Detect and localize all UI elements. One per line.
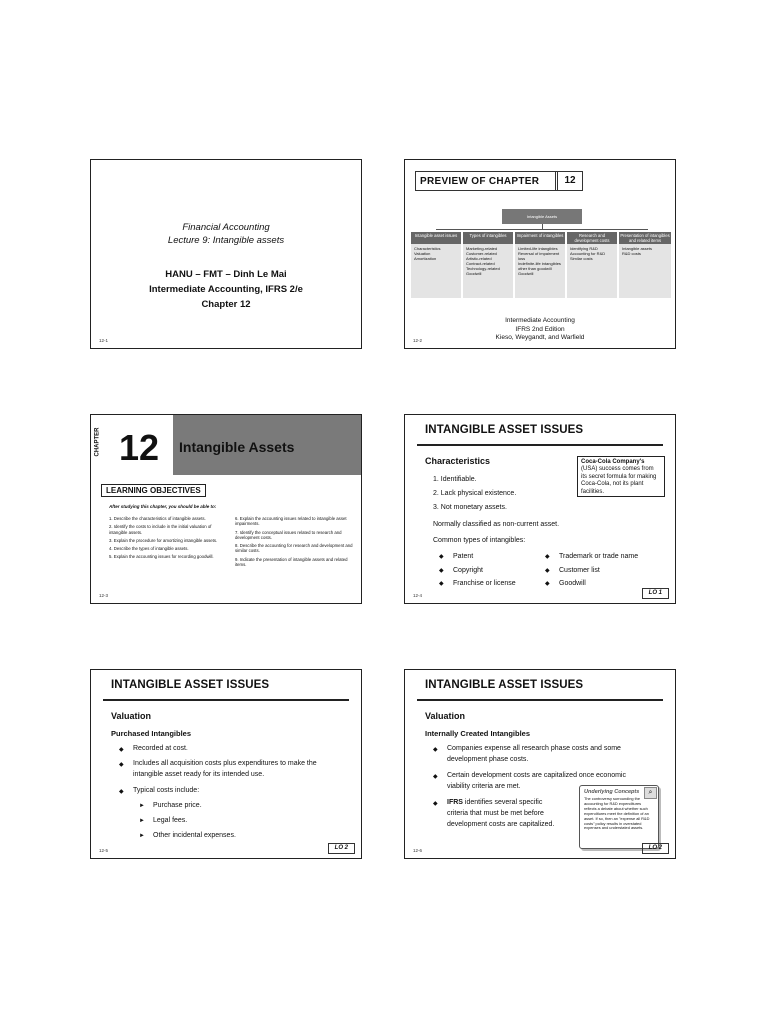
type-item: Franchise or license	[453, 580, 516, 587]
page-number: 12-2	[413, 338, 423, 343]
lo-badge: LO 2	[642, 843, 669, 854]
title-rule	[103, 699, 349, 701]
column-head: Intangible asset issues	[411, 232, 461, 244]
type-item: Customer list	[559, 567, 600, 574]
list-item: 3. Not monetary assets.	[433, 504, 507, 511]
slide-title: INTANGIBLE ASSET ISSUES	[111, 679, 270, 691]
bullet-icon: ◆	[119, 762, 124, 768]
chart-columns	[411, 232, 671, 298]
arrow-bullet-icon: ►	[139, 818, 145, 824]
chapter-banner	[91, 415, 362, 475]
page-number: 12-6	[413, 848, 423, 853]
title-rule	[417, 444, 663, 446]
preview-label: PREVIEW OF CHAPTER	[420, 176, 540, 187]
bullet-icon: ◆	[433, 774, 438, 780]
lecture-title: Lecture 9: Intangible assets	[167, 235, 285, 246]
slide-chapter-objectives	[90, 414, 362, 604]
chapter-title: Intangible Assets	[179, 439, 295, 455]
bullet-text: viability criteria are met.	[447, 783, 521, 790]
sub-item: Legal fees.	[153, 817, 188, 824]
page-number: 12-4	[413, 593, 423, 598]
author-line: HANU – FMT – Dinh Le Mai	[165, 269, 287, 280]
concepts-text: The controversy surrounding the accounting for R&D expenditures reflects a debate about whether such expenditures meet the definition of an asset. If so, then an "expense all R&D costs" policy results in overstated expenses and understated assets.	[584, 796, 650, 831]
section-heading: Characteristics	[425, 456, 491, 466]
bullet-icon: ◆	[545, 554, 550, 560]
normally-text: Normally classified as non-current asset.	[433, 521, 560, 528]
common-text: Common types of intangibles:	[433, 537, 526, 544]
lo-badge: LO 1	[642, 588, 669, 599]
chart-connector-h	[436, 229, 648, 230]
bullet-text: intangible asset ready for its intended use.	[133, 771, 265, 778]
column-head: Impairment of intangibles	[515, 232, 565, 244]
bullet-text: IFRS identifies several specific	[447, 799, 543, 806]
type-item: Patent	[453, 553, 474, 560]
slide-title: INTANGIBLE ASSET ISSUES	[425, 424, 584, 436]
subsection-heading: Purchased Intangibles	[111, 729, 192, 738]
lo-list-right: 6. Explain the accounting issues related to intangible asset impairments. 7. Identify the conceptual issues related to research and development costs. 8. Describe the accounting for research and development and similar costs. 9. Indicate the presentation of intangible assets and related items.	[235, 516, 353, 568]
title-rule	[417, 699, 663, 701]
lo-heading: LEARNING OBJECTIVES	[101, 484, 206, 497]
magnifier-icon: ⌕	[644, 787, 657, 799]
bullet-icon: ◆	[433, 801, 438, 807]
concepts-title: Underlying Concepts	[584, 789, 640, 795]
sub-item: Purchase price.	[153, 802, 202, 809]
section-heading: Valuation	[425, 711, 466, 721]
bullet-icon: ◆	[439, 554, 444, 560]
lo-list-left: 1. Describe the characteristics of intangible assets. 2. Identify the costs to include in the initial valuation of intangible assets. 3. Explain the procedure for amortizing intangible assets. 4. Describe the types of intangible assets. 5. Explain the accounting issues for recording goodwill.	[109, 516, 218, 560]
chapter-label: CHAPTER	[94, 427, 101, 457]
bullet-text: Certain development costs are capitalized once economic	[447, 772, 626, 779]
book-line: Intermediate Accounting, IFRS 2/e	[149, 284, 303, 295]
type-item: Trademark or trade name	[559, 553, 639, 560]
bullet-icon: ◆	[433, 747, 438, 753]
slide-characteristics	[404, 414, 676, 604]
bullet-text: development phase costs.	[447, 756, 529, 763]
note-box: Coca-Cola Company's (USA) success comes from its secret formula for making Coca-Cola, not its plant facilities.	[577, 456, 665, 497]
bullet-icon: ◆	[439, 581, 444, 587]
column-head: Types of intangibles	[463, 232, 513, 244]
arrow-bullet-icon: ►	[139, 803, 145, 809]
sub-item: Other incidental expenses.	[153, 832, 236, 839]
bullet-icon: ◆	[545, 568, 550, 574]
column-list: Identifying R&D Accounting for R&D Similar costs	[570, 246, 606, 261]
bullet-text: Includes all acquisition costs plus expenditures to make the	[133, 760, 317, 767]
page-number: 12-5	[99, 848, 109, 853]
subsection-heading: Internally Created Intangibles	[425, 729, 531, 738]
column-list: Intangible assets R&D costs	[622, 246, 653, 256]
underlying-concepts-box	[579, 785, 659, 849]
column-head: Presentation of intangibles and related items	[620, 233, 670, 243]
preview-header	[415, 171, 583, 191]
page-number: 12-1	[99, 338, 109, 343]
slide-title	[90, 159, 362, 349]
slide-valuation-purchased	[90, 669, 362, 859]
bullet-text: Recorded at cost.	[133, 745, 188, 752]
slide-preview	[404, 159, 676, 349]
slide-title: INTANGIBLE ASSET ISSUES	[425, 679, 584, 691]
bullet-text: Companies expense all research phase costs and some	[447, 745, 621, 752]
chapter-line: Chapter 12	[201, 299, 251, 310]
type-item: Copyright	[453, 567, 483, 574]
bullet-icon: ◆	[545, 581, 550, 587]
column-list: Characteristics Valuation Amortization	[414, 246, 441, 261]
bullet-icon: ◆	[119, 747, 124, 753]
list-item: 2. Lack physical existence.	[433, 490, 517, 497]
course-title: Financial Accounting	[182, 222, 270, 233]
list-item: 1. Identifiable.	[433, 476, 477, 483]
lo-intro: After studying this chapter, you should be able to:	[109, 504, 217, 509]
lo-badge: LO 2	[328, 843, 355, 854]
preview-number: 12	[555, 171, 582, 191]
column-list: Limited-life intangibles Reversal of impairment loss Indefinite-life intangibles other than goodwill Goodwill	[518, 246, 561, 276]
bullet-text: Typical costs include:	[133, 787, 200, 794]
bullet-text: development costs are capitalized.	[447, 821, 555, 828]
type-item: Goodwill	[559, 580, 586, 587]
chart-top-box: Intangible Assets	[502, 209, 582, 224]
arrow-bullet-icon: ►	[139, 833, 145, 839]
bullet-icon: ◆	[119, 789, 124, 795]
chapter-title-band	[173, 415, 362, 475]
chapter-number: 12	[119, 427, 160, 468]
column-list: Marketing-related Customer-related Artistic-related Contract-related Technology-related Goodwill	[466, 246, 500, 276]
column-head: Research and development costs	[567, 232, 617, 244]
slide-valuation-internal	[404, 669, 676, 859]
section-heading: Valuation	[111, 711, 152, 721]
bullet-icon: ◆	[439, 568, 444, 574]
credit: Intermediate Accounting IFRS 2nd Edition Kieso, Weygandt, and Warfield	[495, 317, 585, 341]
bullet-text: criteria that must be met before	[447, 810, 544, 817]
page-number: 12-3	[99, 593, 109, 598]
